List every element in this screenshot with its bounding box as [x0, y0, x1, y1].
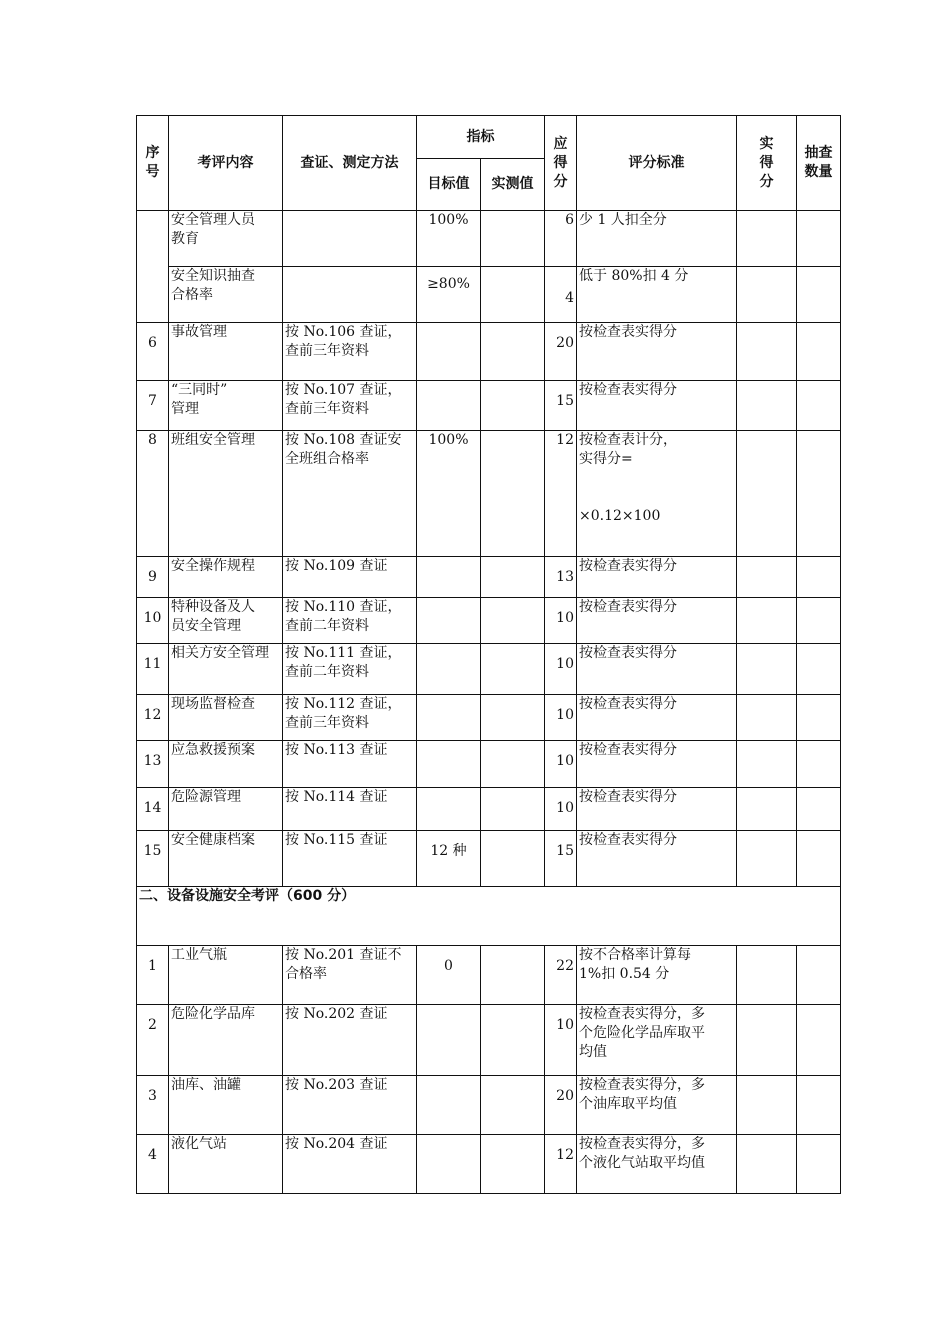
header-method: 查证、测定方法 — [283, 116, 417, 211]
header-sample-line: 抽查 — [804, 145, 833, 161]
criteria-line: 均值 — [579, 1044, 607, 1060]
criteria-line: 个危险化学品库取平 — [579, 1025, 705, 1041]
content-line: 特种设备及人 — [171, 599, 255, 615]
content-line: 安全健康档案 — [171, 832, 255, 848]
row-method — [283, 788, 417, 831]
row-score: 4 — [545, 267, 577, 323]
header-actual-char: 分 — [759, 173, 774, 190]
table-row — [137, 788, 841, 831]
row-sample — [797, 431, 841, 557]
row-method — [283, 211, 417, 267]
method-line: 按 No.112 查证， — [285, 696, 402, 712]
method-line: 按 No.106 查证， — [285, 324, 402, 340]
row-content — [169, 381, 283, 431]
row-measured — [481, 267, 545, 323]
row-method — [283, 381, 417, 431]
header-actual-char: 实 — [759, 135, 774, 152]
row-sample — [797, 1076, 841, 1135]
row-no: 7 — [137, 381, 169, 431]
criteria-line: 按检查表实得分 — [579, 599, 677, 615]
row-score: 20 — [545, 323, 577, 381]
method-line: 按 No.108 查证安 — [285, 432, 402, 448]
header-score-char: 得 — [553, 154, 568, 171]
row-actual — [737, 211, 797, 267]
row-no — [137, 211, 169, 323]
row-measured — [481, 1005, 545, 1076]
criteria-line: 按检查表实得分 — [579, 645, 677, 661]
row-sample — [797, 557, 841, 598]
table-row — [137, 695, 841, 741]
content-line: 应急救援预案 — [171, 742, 255, 758]
row-measured — [481, 1076, 545, 1135]
content-line: 现场监督检查 — [171, 696, 255, 712]
method-line: 查前三年资料 — [285, 715, 369, 731]
header-indicator: 指标 — [417, 116, 545, 159]
row-measured — [481, 431, 545, 557]
content-line: 合格率 — [171, 287, 213, 303]
row-content — [169, 695, 283, 741]
table-row — [137, 557, 841, 598]
row-criteria — [577, 598, 737, 644]
row-content — [169, 1076, 283, 1135]
row-target — [417, 1135, 481, 1194]
row-target — [417, 741, 481, 788]
row-no: 3 — [137, 1076, 169, 1135]
row-method — [283, 557, 417, 598]
header-seq-char: 序 — [145, 145, 160, 161]
content-line: 相关方安全管理 — [171, 645, 269, 661]
row-target — [417, 695, 481, 741]
header-target: 目标值 — [417, 159, 481, 211]
row-method — [283, 267, 417, 323]
row-actual — [737, 1076, 797, 1135]
content-line: 危险化学品库 — [171, 1006, 255, 1022]
criteria-line: 按检查表实得分 — [579, 324, 677, 340]
method-line: 按 No.202 查证 — [285, 1006, 388, 1022]
row-measured — [481, 695, 545, 741]
table-row — [137, 644, 841, 695]
row-measured — [481, 741, 545, 788]
criteria-line: 按检查表实得分 — [579, 382, 677, 398]
row-actual — [737, 741, 797, 788]
row-sample — [797, 946, 841, 1005]
row-sample — [797, 695, 841, 741]
row-target: ≥80% — [417, 267, 481, 323]
content-line: 油库、油罐 — [171, 1077, 241, 1093]
row-actual — [737, 381, 797, 431]
row-actual — [737, 644, 797, 695]
criteria-line: 低于 80%扣 4 分 — [579, 268, 689, 284]
criteria-line: 按检查表实得分 — [579, 742, 677, 758]
row-sample — [797, 1135, 841, 1194]
criteria-line: 按检查表实得分，多 — [579, 1006, 705, 1022]
header-actual — [737, 116, 797, 211]
method-line: 按 No.115 查证 — [285, 832, 388, 848]
row-score: 12 — [545, 1135, 577, 1194]
row-content — [169, 644, 283, 695]
row-content — [169, 1135, 283, 1194]
row-sample — [797, 831, 841, 887]
content-line: 安全管理人员 — [171, 212, 255, 228]
table-row — [137, 1076, 841, 1135]
criteria-line: 按检查表计分， — [579, 432, 677, 448]
row-method — [283, 695, 417, 741]
method-line: 按 No.203 查证 — [285, 1077, 388, 1093]
content-line: 液化气站 — [171, 1136, 227, 1152]
row-method — [283, 1076, 417, 1135]
row-method — [283, 323, 417, 381]
row-content — [169, 946, 283, 1005]
row-score: 6 — [545, 211, 577, 267]
row-score: 13 — [545, 557, 577, 598]
row-no: 2 — [137, 1005, 169, 1076]
table-row — [137, 946, 841, 1005]
row-target — [417, 323, 481, 381]
row-target: 12 种 — [417, 831, 481, 887]
criteria-line: 按检查表实得分，多 — [579, 1136, 705, 1152]
row-method — [283, 598, 417, 644]
row-no: 9 — [137, 557, 169, 598]
row-criteria — [577, 267, 737, 323]
row-criteria — [577, 741, 737, 788]
row-measured — [481, 598, 545, 644]
row-actual — [737, 323, 797, 381]
row-method — [283, 946, 417, 1005]
row-no: 4 — [137, 1135, 169, 1194]
row-actual — [737, 1005, 797, 1076]
method-line: 按 No.110 查证， — [285, 599, 402, 615]
row-sample — [797, 741, 841, 788]
row-actual — [737, 267, 797, 323]
row-no: 8 — [137, 431, 169, 557]
method-line: 查前三年资料 — [285, 401, 369, 417]
row-measured — [481, 831, 545, 887]
content-line: 安全操作规程 — [171, 558, 255, 574]
row-content — [169, 431, 283, 557]
row-actual — [737, 1135, 797, 1194]
row-content — [169, 598, 283, 644]
row-actual — [737, 831, 797, 887]
content-line: 安全知识抽查 — [171, 268, 255, 284]
row-sample — [797, 788, 841, 831]
criteria-line: 1%扣 0.54 分 — [579, 966, 670, 982]
criteria-line: 按检查表实得分 — [579, 696, 677, 712]
row-actual — [737, 557, 797, 598]
row-criteria — [577, 381, 737, 431]
row-criteria — [577, 431, 737, 557]
table-row — [137, 741, 841, 788]
method-line: 按 No.107 查证， — [285, 382, 402, 398]
row-no: 11 — [137, 644, 169, 695]
row-criteria — [577, 1005, 737, 1076]
header-actual-char: 得 — [759, 154, 774, 171]
row-sample — [797, 211, 841, 267]
criteria-line: 按不合格率计算每 — [579, 947, 691, 963]
row-sample — [797, 323, 841, 381]
method-line: 查前二年资料 — [285, 618, 369, 634]
row-measured — [481, 557, 545, 598]
row-content — [169, 323, 283, 381]
row-score: 10 — [545, 788, 577, 831]
row-measured — [481, 644, 545, 695]
row-score: 22 — [545, 946, 577, 1005]
row-method — [283, 1005, 417, 1076]
method-line: 全班组合格率 — [285, 451, 369, 467]
header-seq-char: 号 — [145, 164, 160, 180]
row-actual — [737, 946, 797, 1005]
header-sample — [797, 116, 841, 211]
header-seq — [137, 116, 169, 211]
row-target — [417, 644, 481, 695]
row-score: 20 — [545, 1076, 577, 1135]
row-no: 13 — [137, 741, 169, 788]
table-row — [137, 598, 841, 644]
row-criteria — [577, 695, 737, 741]
header-criteria: 评分标准 — [577, 116, 737, 211]
row-no: 12 — [137, 695, 169, 741]
table-row — [137, 267, 841, 323]
criteria-line: 实得分= — [579, 451, 633, 467]
content-line: 班组安全管理 — [171, 432, 255, 448]
row-criteria — [577, 1135, 737, 1194]
header-sample-line: 数量 — [804, 164, 833, 180]
row-actual — [737, 788, 797, 831]
row-score: 10 — [545, 695, 577, 741]
row-actual — [737, 695, 797, 741]
row-target — [417, 557, 481, 598]
row-criteria — [577, 644, 737, 695]
row-criteria — [577, 557, 737, 598]
row-score: 10 — [545, 598, 577, 644]
evaluation-table — [136, 115, 841, 1194]
method-line: 按 No.109 查证 — [285, 558, 388, 574]
row-no: 14 — [137, 788, 169, 831]
method-line: 按 No.114 查证 — [285, 789, 388, 805]
row-measured — [481, 211, 545, 267]
row-no: 6 — [137, 323, 169, 381]
criteria-line: 个液化气站取平均值 — [579, 1155, 705, 1171]
content-line: 管理 — [171, 401, 199, 417]
content-line: 员安全管理 — [171, 618, 241, 634]
row-no: 1 — [137, 946, 169, 1005]
table-row — [137, 431, 841, 557]
row-score: 12 — [545, 431, 577, 557]
row-measured — [481, 323, 545, 381]
row-actual — [737, 431, 797, 557]
row-target — [417, 598, 481, 644]
content-line: 工业气瓶 — [171, 947, 227, 963]
row-measured — [481, 788, 545, 831]
row-sample — [797, 267, 841, 323]
table-row — [137, 323, 841, 381]
row-sample — [797, 1005, 841, 1076]
row-target — [417, 1005, 481, 1076]
row-score: 15 — [545, 831, 577, 887]
content-line: 危险源管理 — [171, 789, 241, 805]
section-row — [137, 887, 841, 946]
row-method — [283, 831, 417, 887]
row-criteria — [577, 831, 737, 887]
criteria-line: 按检查表实得分 — [579, 558, 677, 574]
row-sample — [797, 598, 841, 644]
content-line: “三同时” — [171, 382, 228, 398]
table-row — [137, 211, 841, 267]
criteria-line: 按检查表实得分 — [579, 789, 677, 805]
header-score-char: 分 — [553, 173, 568, 190]
header-score — [545, 116, 577, 211]
row-method — [283, 741, 417, 788]
method-line: 按 No.201 查证不 — [285, 947, 402, 963]
row-target: 0 — [417, 946, 481, 1005]
row-content — [169, 741, 283, 788]
row-score: 15 — [545, 381, 577, 431]
criteria-line: 按检查表实得分 — [579, 832, 677, 848]
criteria-line: ×0.12×100 — [579, 508, 661, 524]
header-score-char: 应 — [553, 135, 568, 152]
row-measured — [481, 1135, 545, 1194]
row-measured — [481, 946, 545, 1005]
method-line: 按 No.113 查证 — [285, 742, 388, 758]
row-target — [417, 788, 481, 831]
table-row — [137, 831, 841, 887]
row-method — [283, 431, 417, 557]
row-no: 15 — [137, 831, 169, 887]
row-content — [169, 788, 283, 831]
row-criteria — [577, 211, 737, 267]
row-method — [283, 1135, 417, 1194]
row-measured — [481, 381, 545, 431]
section-title: 二、设备设施安全考评（600 分） — [137, 887, 841, 946]
method-line: 查前二年资料 — [285, 664, 369, 680]
row-content — [169, 557, 283, 598]
table-row — [137, 381, 841, 431]
method-line: 查前三年资料 — [285, 343, 369, 359]
header-measured: 实测值 — [481, 159, 545, 211]
row-content — [169, 211, 283, 267]
row-criteria — [577, 788, 737, 831]
row-target: 100% — [417, 431, 481, 557]
row-target: 100% — [417, 211, 481, 267]
row-criteria — [577, 946, 737, 1005]
row-score: 10 — [545, 644, 577, 695]
row-sample — [797, 644, 841, 695]
table-row — [137, 1005, 841, 1076]
row-score: 10 — [545, 1005, 577, 1076]
criteria-line: 个油库取平均值 — [579, 1096, 677, 1112]
row-method — [283, 644, 417, 695]
method-line: 按 No.204 查证 — [285, 1136, 388, 1152]
header-row-1 — [137, 116, 841, 159]
criteria-line: 少 1 人扣全分 — [579, 212, 667, 228]
row-content — [169, 831, 283, 887]
header-content: 考评内容 — [169, 116, 283, 211]
row-criteria — [577, 1076, 737, 1135]
table-row — [137, 1135, 841, 1194]
row-target — [417, 1076, 481, 1135]
method-line: 按 No.111 查证， — [285, 645, 402, 661]
row-no: 10 — [137, 598, 169, 644]
criteria-line — [579, 469, 734, 507]
row-criteria — [577, 323, 737, 381]
row-score: 10 — [545, 741, 577, 788]
row-target — [417, 381, 481, 431]
content-line: 事故管理 — [171, 324, 227, 340]
content-line: 教育 — [171, 231, 199, 247]
row-sample — [797, 381, 841, 431]
row-content — [169, 1005, 283, 1076]
row-actual — [737, 598, 797, 644]
method-line: 合格率 — [285, 966, 327, 982]
criteria-line: 按检查表实得分，多 — [579, 1077, 705, 1093]
row-content — [169, 267, 283, 323]
